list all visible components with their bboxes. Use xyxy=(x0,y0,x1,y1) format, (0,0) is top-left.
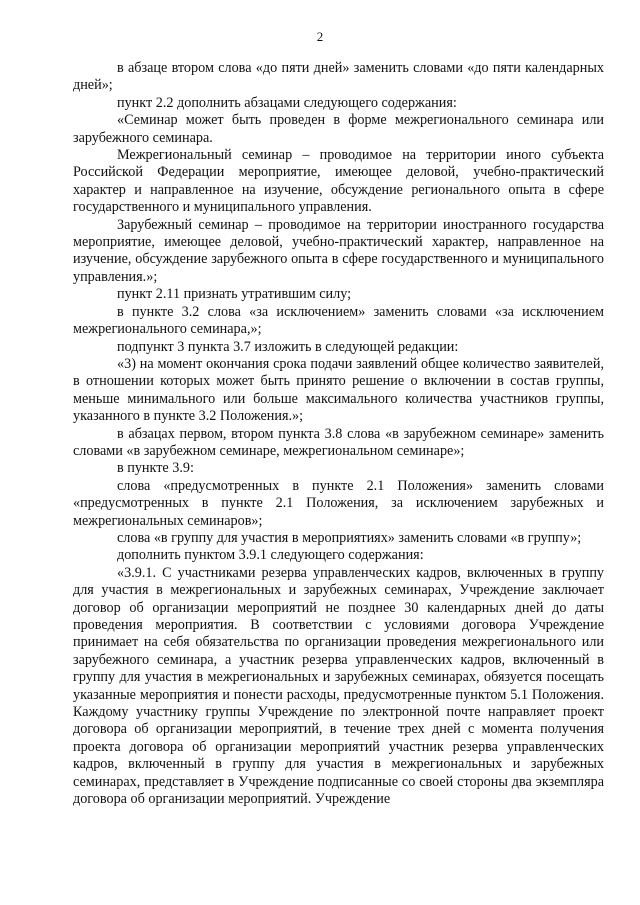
paragraph-slova-predusmotrennyh: слова «предусмотренных в пункте 2.1 Положения» заменить словами «предусмотренных в пункте 2.1 Положения, за исключением зарубежных и межрегиональных семинаров»; xyxy=(73,477,604,529)
paragraph-seminar-forma: «Семинар может быть проведен в форме межрегионального семинара или зарубежного семинара. xyxy=(73,112,604,146)
paragraph-punkt-3-8: в абзацах первом, втором пункта 3.8 слова «в зарубежном семинаре» заменить словами «в зарубежном семинаре, межрегиональном семинаре»; xyxy=(73,425,604,459)
paragraph-punkt-3-9: в пункте 3.9: xyxy=(117,460,194,477)
document-body xyxy=(73,60,604,808)
paragraph-abzac-vtorom: в абзаце втором слова «до пяти дней» заменить словами «до пяти календарных дней»; xyxy=(73,60,604,94)
paragraph-punkt-3-2: в пункте 3.2 слова «за исключением» заменить словами «за исключением межрегионального семинара,»; xyxy=(73,303,604,338)
paragraph-mezhregionalnyi-seminar: Межрегиональный семинар – проводимое на территории иного субъекта Российской Федерации мероприятие, имеющее деловой, учебно-практический характер и направленное на изучение, обсуждение регионального опыта в сфере государственного и муниципального управления. xyxy=(73,147,604,216)
paragraph-punkt-2-2: пункт 2.2 дополнить абзацами следующего содержания: xyxy=(117,94,457,111)
page-number: 2 xyxy=(316,29,324,44)
paragraph-punkt-3-9-1-text: «3.9.1. С участниками резерва управленческих кадров, включенных в группу для участия в межрегиональных и зарубежных семинарах, Учреждение заключает договор об организации мероприятий не позднее 30 календарных дней до даты проведения мероприятия. В соответствии с условиями договора Учреждение принимает на себя обязательства по организации проведения межрегионального или зарубежного семинара, а участник резерва управленческих кадров, включенный в группу для участия в межрегиональных и зарубежных семинарах, обязуется посещать указанные мероприятия и понести расходы, предусмотренные пунктом 5.1 Положения. Каждому участнику группы Учреждение по электронной почте направляет проект договора об организации мероприятий, в течение трех дней с момента получения проекта договора об организации мероприятий участник резерва управленческих кадров, включенный в группу для участия в межрегиональных и зарубежных семинарах, представляет в Учреждение подписанные со своей стороны два экземпляра договора об организации мероприятий. Учреждение xyxy=(73,564,604,808)
paragraph-slova-v-gruppu: слова «в группу для участия в мероприятиях» заменить словами «в группу»; xyxy=(117,529,582,546)
paragraph-zarubezhnyi-seminar: Зарубежный семинар – проводимое на территории иностранного государства мероприятие, имеющее деловой, учебно-практический характер, направленное на изучение, обсуждение зарубежного опыта в сфере государственного и муниципального управления.»; xyxy=(73,216,604,285)
paragraph-dopolnit-3-9-1: дополнить пунктом 3.9.1 следующего содержания: xyxy=(117,547,424,564)
paragraph-podpunkt-3-7: подпункт 3 пункта 3.7 изложить в следующей редакции: xyxy=(117,338,459,355)
paragraph-redakciya-3: «3) на момент окончания срока подачи заявлений общее количество заявителей, в отношении которых может быть принято решение о включении в состав группы, меньше минимального или больше максимального количества участников группы, указанного в пункте 3.2 Положения.»; xyxy=(73,355,604,425)
paragraph-punkt-2-11: пункт 2.11 признать утратившим силу; xyxy=(117,286,352,303)
